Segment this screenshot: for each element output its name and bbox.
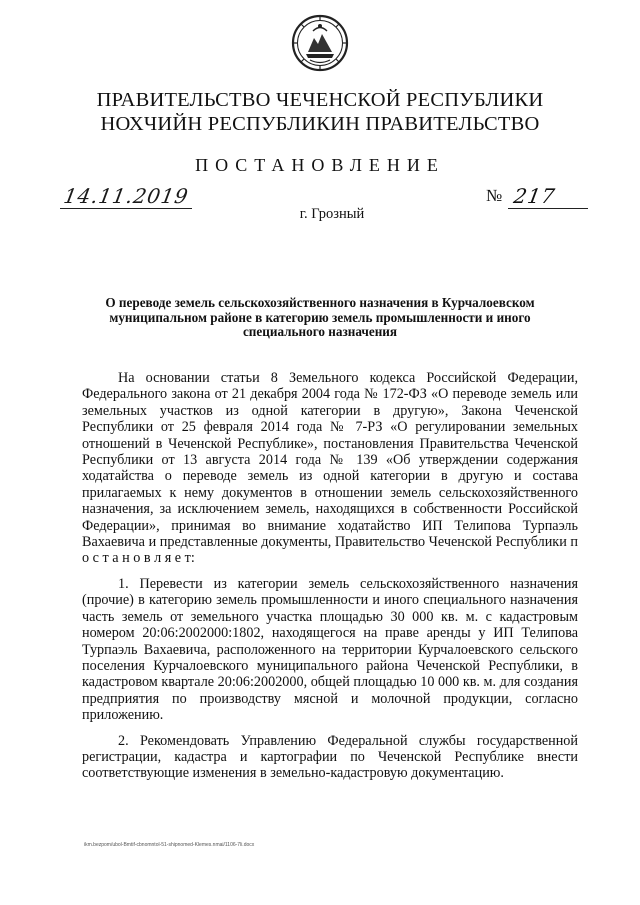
- government-title-russian: ПРАВИТЕЛЬСТВО ЧЕЧЕНСКОЙ РЕСПУБЛИКИ: [96, 89, 544, 111]
- resolution-title: О переводе земель сельскохозяйственного назначения в Курчалоевском муниципальном районе в категорию земель промышленности и иного специального назначения: [105, 295, 535, 340]
- file-path-footer: ikm.bezpom/ubol-Bmtif-cbnomntol-51-shipnomed-Klemes.nmai/1106-7li.docx: [84, 842, 255, 848]
- number-field: [508, 182, 588, 209]
- date-field: [60, 182, 192, 209]
- city-label: г. Грозный: [299, 206, 365, 222]
- chechen-republic-emblem-icon: [291, 12, 349, 74]
- preamble-paragraph: На основании статьи 8 Земельного кодекса Российской Федерации, Федерального закона от 21 декабря 2004 года № 172-ФЗ «О переводе земель или земельных участков из одной категории в другую», Закона Чеченской Республики от 25 февраля 2014 года № 7-РЗ «О регулировании земельных отношений в Чеченской Республике», постановления Правительства Чеченской Республики от 13 августа 2014 года № 139 «Об утверждении содержания ходатайства о переводе земель из одной категории в другую и состава прилагаемых к нему документов в отношении земель сельскохозяйственного назначения, за исключением земель, находящихся в собственности Российской Федерации», принимая во внимание ходатайство ИП Телипова Турпаэль Вахаевича и представленные документы, Правительство Чеченской Республики п о с т а н о в л я е т:: [82, 370, 578, 567]
- clause-2-paragraph: 2. Рекомендовать Управлению Федеральной службы государственной регистрации, кадастра и картографии по Чеченской Республике внести соответствующие изменения в земельно-кадастровую документацию.: [82, 732, 578, 782]
- government-title-chechen: НОХЧИЙН РЕСПУБЛИКИН ПРАВИТЕЛЬСТВО: [100, 113, 540, 135]
- document-type-heading: ПОСТАНОВЛЕНИЕ: [195, 155, 445, 175]
- number-sign: №: [486, 186, 503, 205]
- handwritten-number: 217: [511, 184, 558, 208]
- document-body: [82, 370, 578, 791]
- clause-1-paragraph: 1. Перевести из категории земель сельскохозяйственного назначения (прочие) в категорию земель промышленности и иного специального назначения часть земель от земельного участка площадью 30 000 кв. м. с кадастровым номером 20:06:2002000:1802, находящегося на праве аренды у ИП Телипова Турпаэль Вахаевича, расположенного на территории Курчалоевского сельского поселения Курчалоевского муниципального района Чеченской Республики, в кадастровом квартале 20:06:2002000, общей площадью 10 000 кв. м. для создания предприятия по производству мясной и молочной продукции, согласно приложению.: [82, 575, 578, 724]
- handwritten-date: 14.11.2019: [61, 184, 191, 208]
